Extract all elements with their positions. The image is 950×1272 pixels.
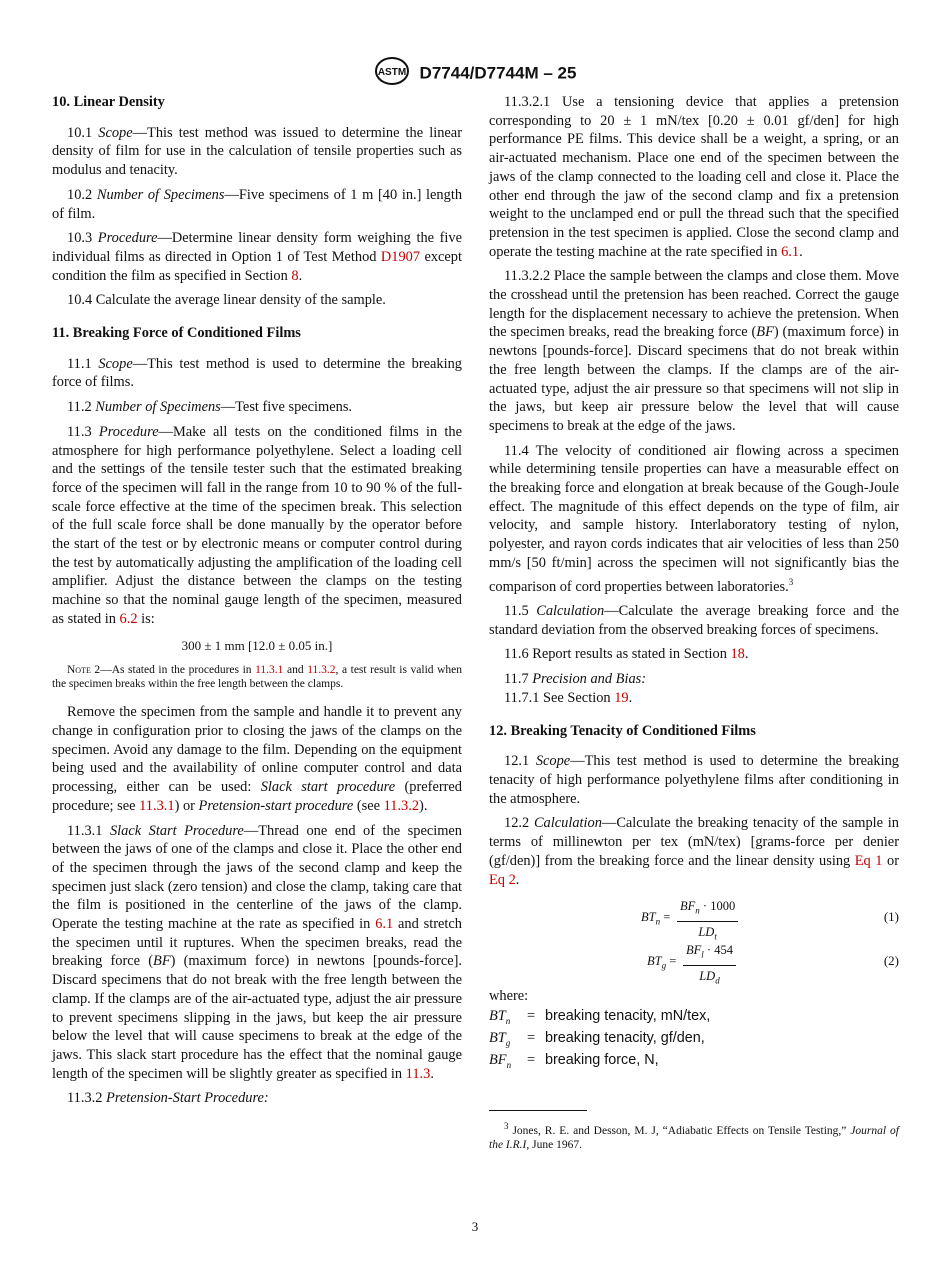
paragraph-11-3: 11.3 Procedure—Make all tests on the conditioned films in the atmosphere for high performance polyethylene. Select a loading cell and the settings of the tensile tester such that the estimated breaking force of the specimen will fall in the range from 10 to 90 % of the full-scale force effective at the time of the specimen break. This selection of the full scale force shall be done manually by the operator before the start of the test or by electronic means or computer control during the test by automatically adjusting the amplification of the loading cell amplifier. Adjust the distance between the clamps on the testing machine so that the nominal gauge length of the specimen, measured as stated in 6.2 is: xyxy=(52,423,462,627)
link-section-8[interactable]: 8 xyxy=(291,267,299,284)
paragraph-11-3-2-1: 11.3.2.1 Use a tensioning device that applies a pretension corresponding to 20 ± 1 mN/tex [0.20 ± 0.01 gf/den] for high performance PE films. This device shall be a weight, a spring, or an air-actuated mechanism. Place one end of the specimen between the jaws of the clamp connected to the loading cell and close it. Place the other end through the jaw of the second clamp and fix a pretension weight to the unclamped end or pull the thread such that the specified pretension in the test specimen is applied. Close the second clamp and operate the testing machine at the rate specified in 6.1. xyxy=(489,94,899,260)
equation-2: $BT_g$ = $BF_l \cdot 454$ $LD_d$ (2) xyxy=(647,943,899,986)
link-6-2[interactable]: 6.2 xyxy=(119,610,138,627)
paragraph-11-3-1: 11.3.1 Slack Start Procedure—Thread one end of the specimen between the jaws of one of the clamps and close it. Place the other end of the specimen through the jaws of the second clamp and keep the specimen just slack (zero tension) and close the clamp, taking care that the film is positioned in the centerline of the jaws of the clamp. Operate the testing machine at the rate as specified in 6.1 and stretch the specimen until it ruptures. When the specimen breaks, read the breaking force (BF) (maximum force) in newtons [pounds-force]. Discard specimens that do not break with the free length between the clamp. If the clamps are of the air-actuated type, adjust the air pressure to prevent specimens slipping in the jaws, but keep the air pressure below the level that will cause specimens to break at the edge of the jaws. This slack start procedure has the effect that the nominal gauge length of the specimen will be slightly greater as specified in 11.3. xyxy=(52,822,462,1082)
footnote-3: $^3$ Jones, R. E. and Desson, M. J, “Adiabatic Effects on Tensile Testing,” Journal of the I.R.I, June 1967. xyxy=(489,1120,899,1152)
paragraph-12-1: 12.1 Scope—This test method is used to determine the breaking tenacity of high performance polyethylene films after conditioning in the atmosphere. xyxy=(489,753,900,807)
footnote-ref-3[interactable]: 3 xyxy=(788,576,794,587)
paragraph-11-3-2-2: 11.3.2.2 Place the sample between the clamps and close them. Move the crosshead until the pretension has been reached. Correct the gauge length for the displacement necessary to achieve the pretension. When the specimen breaks, read the breaking force (BF) (maximum force) in newtons [pounds-force]. Discard specimens that do not break within the free length between the clamps. If the clamps are of the air-actuated type, adjust the air pressure so that specimens will not slip in the jaws, but keep air pressure below the level that will cause specimens to break at the edge of the jaws. xyxy=(489,268,899,434)
standard-designation: D7744/D7744M – 25 xyxy=(419,63,577,83)
footnote-divider xyxy=(489,1110,587,1111)
paragraph-11-3-2: 11.3.2 Pretension-Start Procedure: xyxy=(67,1090,269,1107)
link-11-3-2[interactable]: 11.3.2 xyxy=(307,664,336,677)
right-column xyxy=(489,93,899,1153)
paragraph-11-6: 11.6 Report results as stated in Section 18. xyxy=(504,646,749,663)
section-11-heading: 11. Breaking Force of Conditioned Films xyxy=(52,325,301,342)
link-11-3[interactable]: 11.3 xyxy=(405,1065,431,1082)
link-eq-1[interactable]: Eq 1 xyxy=(854,852,883,869)
where-label: where: xyxy=(489,988,529,1005)
paragraph-11-7-1: 11.7.1 See Section 19. xyxy=(504,689,633,706)
link-11-3-1[interactable]: 11.3.1 xyxy=(139,797,175,814)
paragraph-11-5: 11.5 Calculation—Calculate the average breaking force and the standard deviation from the observed breaking forces of specimens. xyxy=(489,603,899,638)
link-6-1[interactable]: 6.1 xyxy=(375,916,394,933)
definition-row: $BF_n$ = breaking force, N, xyxy=(489,1051,659,1070)
paragraph-10-1: 10.1 Scope—This test method was issued to determine the linear density of film for use in the calculation of tensile properties such as modulus and tenacity. xyxy=(52,124,462,179)
link-d1907[interactable]: D1907 xyxy=(380,248,421,265)
equation-1: $BT_n$ = $BF_n \cdot 1000$ $LD_t$ (1) xyxy=(641,899,899,942)
definition-row: $BT_g$ = breaking tenacity, gf/den, xyxy=(489,1029,705,1048)
link-11-3-2[interactable]: 11.3.2 xyxy=(383,797,420,814)
left-column xyxy=(52,93,462,1114)
paragraph-11-7: 11.7 Precision and Bias: xyxy=(504,671,647,688)
link-section-19[interactable]: 19 xyxy=(614,689,629,706)
gauge-length-equation: 300 ± 1 mm [12.0 ± 0.05 in.] xyxy=(181,637,333,653)
link-section-18[interactable]: 18 xyxy=(730,646,745,663)
link-6-1[interactable]: 6.1 xyxy=(781,243,800,260)
page-number: 3 xyxy=(471,1219,479,1234)
paragraph-11-4: 11.4 The velocity of conditioned air flowing across a specimen while determining tensile properties can have a measurable effect on the breaking force and elongation at break because of the Gough-Joule effect. The magnitude of this effect depends on the type of film, air velocity, and sample history. Interlaboratory testing of nylon, polyester, and rayon cords indicates that air velocities of less than 250 mm/s [50 ft/min] across the specimen will not significantly bias the comparison of cord properties between laboratories.$^3$ xyxy=(489,442,899,595)
paragraph-10-4: 10.4 Calculate the average linear density of the sample. xyxy=(67,292,386,309)
section-12-heading: 12. Breaking Tenacity of Conditioned Films xyxy=(489,722,756,739)
equation-1-number: (1) xyxy=(883,909,899,925)
link-11-3-1[interactable]: 11.3.1 xyxy=(255,664,284,677)
section-10-heading: 10. Linear Density xyxy=(52,94,165,110)
paragraph-10-2: 10.2 Number of Specimens—Five specimens of 1 m [40 in.] length of film. xyxy=(52,186,463,222)
note-2: Note 2—As stated in the procedures in 11.3.1 and 11.3.2, a test result is valid when the specimen breaks within the free length between the clamps. xyxy=(52,664,463,691)
page-header xyxy=(0,56,950,91)
equation-2-number: (2) xyxy=(883,953,899,969)
svg-text:ASTM: ASTM xyxy=(377,67,406,78)
paragraph-12-2: 12.2 Calculation—Calculate the breaking tenacity of the sample in terms of millinewton per tex (mN/tex) [grams-force per denier (gf/den)] from the breaking force and the linear density using Eq 1 or Eq 2. xyxy=(489,815,900,888)
link-eq-2[interactable]: Eq 2 xyxy=(489,871,516,888)
paragraph-remove-specimen: Remove the specimen from the sample and handle it to prevent any change in configuration prior to closing the jaws of the clamps on the specimen. Avoid any damage to the film. Depending on the equipment being used and the availability of online computer control and data processing, either can be used: Slack start procedure (preferred procedure; see 11.3.1) or Pretension-start procedure (see 11.3.2). xyxy=(52,704,462,814)
variable-definitions xyxy=(489,1008,899,1074)
paragraph-10-3: 10.3 Procedure—Determine linear density form weighing the five individual films as directed in Option 1 of Test Method D1907 except condition the film as specified in Section 8. xyxy=(52,230,463,284)
paragraph-11-2: 11.2 Number of Specimens—Test five specimens. xyxy=(67,399,353,416)
paragraph-11-1: 11.1 Scope—This test method is used to determine the breaking force of films. xyxy=(52,355,462,391)
definition-row: $BT_n$ = breaking tenacity, mN/tex, xyxy=(489,1007,711,1026)
astm-logo-icon xyxy=(374,56,410,91)
